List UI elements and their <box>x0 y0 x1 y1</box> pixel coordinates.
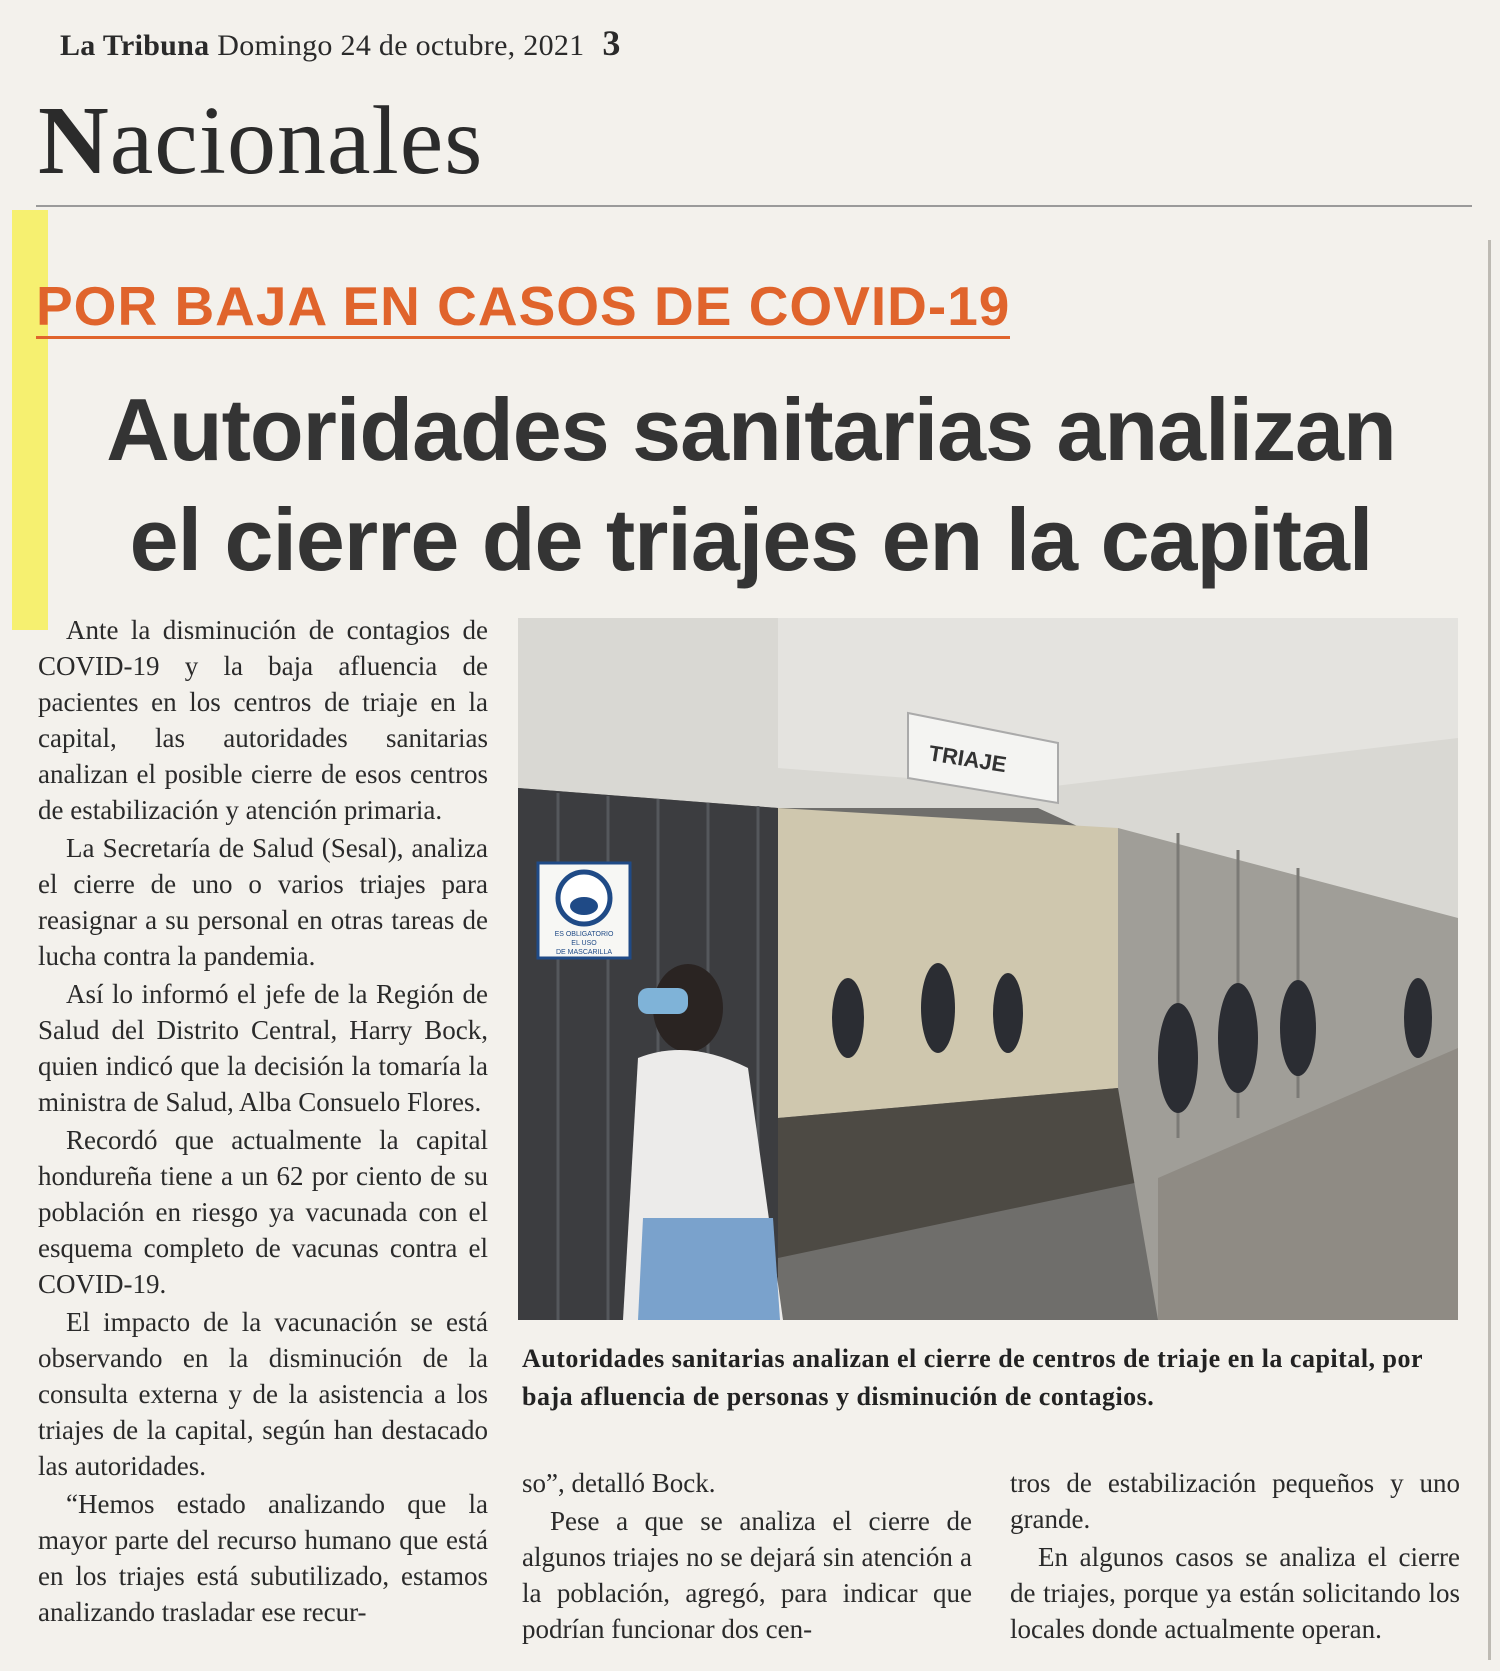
poster-line-2: EL USO <box>571 940 597 947</box>
article-photo <box>518 618 1458 1320</box>
paragraph: Recordó que actualmente la capital hondureña tiene a un 62 por ciento de su población en riesgo ya vacunada con el esquema completo de vacunas contra el COVID-19. <box>38 1125 488 1299</box>
paragraph: Pese a que se analiza el cierre de algunos triajes no se dejará sin atención a la población, agregó, para indicar que podrían funcionar dos cen- <box>522 1506 972 1644</box>
section-rest: acionales <box>109 87 484 195</box>
page-number: 3 <box>602 23 621 63</box>
paragraph: En algunos casos se analiza el cierre de triajes, porque ya están solicitando los locales donde actualmente operan. <box>1010 1542 1460 1644</box>
article-kicker: POR BAJA EN CASOS DE COVID-19 <box>36 275 1011 337</box>
body-column-2 <box>522 1465 972 1649</box>
paragraph: tros de estabilización pequeños y uno grande. <box>1010 1468 1460 1534</box>
paragraph: so”, detalló Bock. <box>522 1468 716 1498</box>
section-rule <box>36 205 1472 207</box>
paragraph: La Secretaría de Salud (Sesal), analiza el cierre de uno o varios triajes para reasignar a su personal en otras tareas de lucha contra la pandemia. <box>38 833 488 971</box>
article-headline <box>36 375 1466 595</box>
headline-line-1: Autoridades sanitarias analizan <box>106 380 1396 479</box>
publication-name: La Tribuna <box>60 29 210 62</box>
section-title <box>38 87 484 195</box>
headline-line-2: el cierre de triajes en la capital <box>129 490 1373 589</box>
section-initial: N <box>38 87 110 195</box>
paragraph: El impacto de la vacunación se está observando en la disminución de la consulta externa y de la asistencia a los triajes de la capital, según han destacado las autoridades. <box>38 1307 488 1481</box>
poster-line-3: DE MASCARILLA <box>555 949 613 956</box>
body-column-1 <box>38 612 488 1632</box>
page-edge <box>1488 240 1491 1660</box>
paragraph: “Hemos estado analizando que la mayor parte del recurso humano que está en los triajes está subutilizado, estamos analizando trasladar ese recur- <box>38 1489 488 1627</box>
issue-date: Domingo 24 de octubre, 2021 <box>217 29 585 62</box>
masthead <box>60 22 621 64</box>
poster-line-1: ES OBLIGATORIO <box>554 931 614 938</box>
triaje-sign-text: TRIAJE <box>927 740 1009 778</box>
photo-caption: Autoridades sanitarias analizan el cierre de centros de triaje en la capital, por baja afluencia de personas y disminución de contagios. <box>522 1344 1423 1411</box>
paragraph: Ante la disminución de contagios de COVID-19 y la baja afluencia de pacientes en los centros de triaje en la capital, las autoridades sanitarias analizan el posible cierre de esos centros de estabilización y atención primaria. <box>38 615 488 825</box>
paragraph: Así lo informó el jefe de la Región de Salud del Distrito Central, Harry Bock, quien indicó que la decisión la tomaría la ministra de Salud, Alba Consuelo Flores. <box>38 979 488 1117</box>
body-column-3 <box>1010 1465 1460 1649</box>
